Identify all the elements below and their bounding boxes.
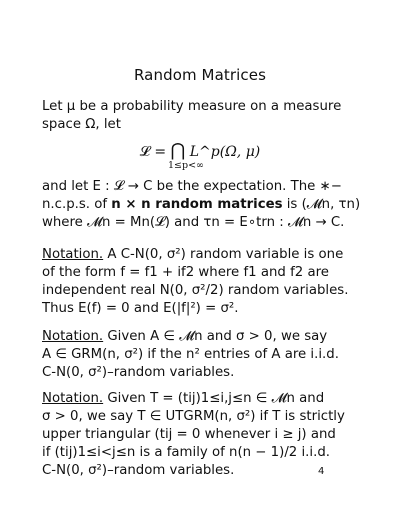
gaussian-line-2: of the form f = f1 + if2 where f1 and f2 are [42, 265, 329, 280]
paragraph-intro [42, 98, 372, 134]
equation-lhs: 𝓛 = [139, 144, 171, 160]
expectation-line-1: and let E : 𝓛 → C be the expectation. The ∗− [42, 179, 342, 194]
utgrm-line-1 [42, 390, 372, 408]
display-equation-L [0, 140, 400, 161]
gaussian-line-4: Thus E(f) = 0 and E(|f|²) = σ². [42, 301, 239, 316]
notation-label: Notation. [42, 391, 104, 406]
page-title: Random Matrices [133, 66, 266, 84]
page-number: 4 [318, 466, 325, 477]
utgrm-line-3: upper triangular (tij = 0 whenever i ≥ j) and [42, 427, 336, 442]
gaussian-line-1-text: A C-N(0, σ²) random variable is one [103, 247, 344, 262]
intro-line-1: Let μ be a probability measure on a measure [42, 99, 342, 114]
expectation-line-3: where 𝓜n = Mn(𝓛) and τn = E∘trn : 𝓜n → C. [42, 215, 345, 230]
notation-label: Notation. [42, 329, 104, 344]
grm-line-3: C-N(0, σ²)–random variables. [42, 365, 235, 380]
utgrm-line-2: σ > 0, we say T ∈ UTGRM(n, σ²) if T is strictly [42, 409, 345, 424]
utgrm-line-5: C-N(0, σ²)–random variables. [42, 463, 235, 478]
notation-label: Notation. [42, 247, 104, 262]
utgrm-line-1-text: Given T = (tij)1≤i,j≤n ∈ 𝓜n and [103, 391, 325, 406]
paragraph-notation-gaussian [42, 246, 372, 318]
intersection-symbol: ⋂ [170, 140, 186, 161]
intro-line-2: space Ω, let [42, 117, 121, 132]
paragraph-notation-grm [42, 328, 372, 382]
equation-subscript: 1≤p<∞ [168, 160, 204, 171]
gaussian-line-3: independent real N(0, σ²/2) random variables. [42, 283, 349, 298]
paragraph-expectation [42, 178, 372, 232]
utgrm-line-4: if (tij)1≤i<j≤n is a family of n(n − 1)/2 i.i.d. [42, 445, 330, 460]
line2-prefix: n.c.p.s. of [42, 197, 112, 212]
random-matrices-term: n × n random matrices [111, 197, 283, 212]
grm-line-1-text: Given A ∈ 𝓜n and σ > 0, we say [103, 329, 328, 344]
grm-line-2: A ∈ GRM(n, σ²) if the n² entries of A are i.i.d. [42, 347, 339, 362]
grm-line-1 [42, 328, 372, 346]
line2-suffix: is (𝓜n, τn) [282, 197, 361, 212]
gaussian-line-1 [42, 246, 372, 264]
expectation-line-2 [42, 196, 372, 214]
equation-rhs: L^p(Ω, μ) [185, 144, 261, 160]
